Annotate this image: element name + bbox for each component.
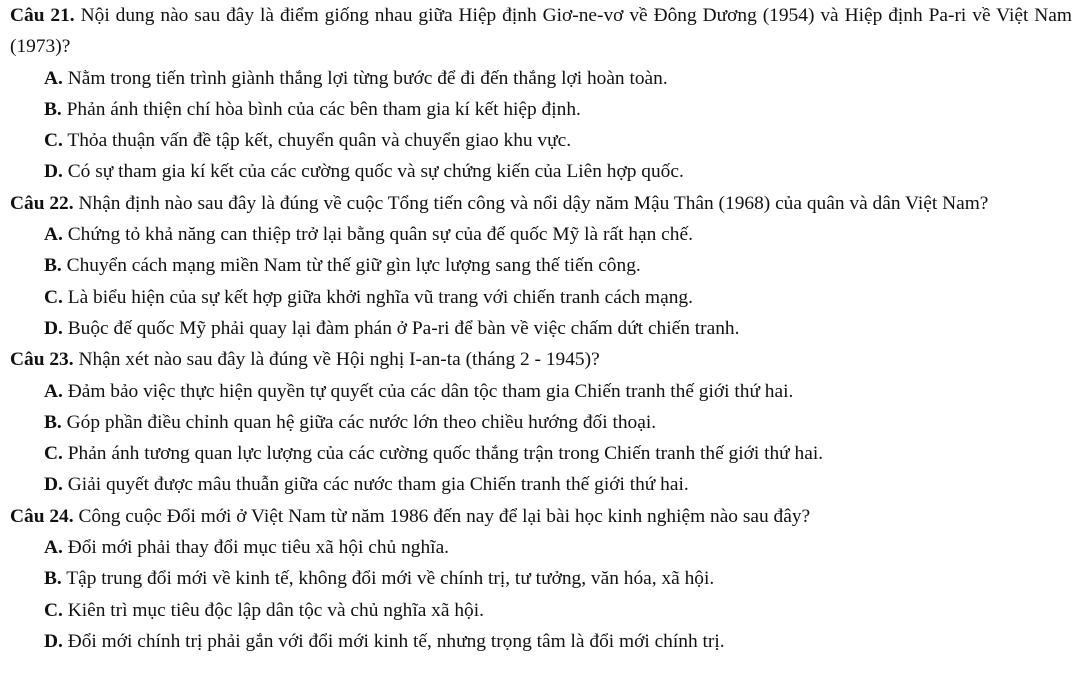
option-a: [10, 63, 1072, 94]
option-text: Thỏa thuận vấn đề tập kết, chuyển quân và chuyển giao khu vực.: [67, 130, 572, 152]
question-number: Câu 24.: [10, 505, 74, 527]
question-23: [10, 344, 1072, 500]
option-d: [10, 469, 1072, 500]
question-number: Câu 21.: [10, 5, 75, 26]
option-a: [10, 219, 1072, 250]
option-text: Đổi mới phải thay đổi mục tiêu xã hội chủ nghĩa.: [67, 537, 450, 559]
question-stem: [10, 0, 1072, 63]
option-text: Đảm bảo việc thực hiện quyền tự quyết của các dân tộc tham gia Chiến tranh thế giới thứ hai.: [67, 380, 794, 402]
question-text: Nhận xét nào sau đây là đúng về Hội nghị I-an-ta (tháng 2 - 1945)?: [78, 349, 600, 371]
option-text: Chuyển cách mạng miền Nam từ thế giữ gìn lực lượng sang thế tiến công.: [66, 255, 641, 277]
question-stem: [10, 501, 1072, 532]
option-d: [10, 626, 1072, 657]
question-24: [10, 501, 1072, 657]
option-d: [10, 313, 1072, 344]
option-letter: C.: [44, 443, 63, 465]
option-text: Tập trung đổi mới về kinh tế, không đổi mới về chính trị, tư tưởng, văn hóa, xã hội.: [66, 568, 715, 590]
option-letter: A.: [44, 537, 63, 559]
option-letter: B.: [44, 411, 62, 433]
option-c: [10, 438, 1072, 469]
option-a: [10, 532, 1072, 563]
option-letter: A.: [44, 67, 63, 89]
option-text: Là biểu hiện của sự kết hợp giữa khởi nghĩa vũ trang với chiến tranh cách mạng.: [67, 286, 693, 308]
option-letter: B.: [44, 98, 62, 120]
option-text: Có sự tham gia kí kết của các cường quốc và sự chứng kiến của Liên hợp quốc.: [67, 161, 684, 183]
option-text: Buộc đế quốc Mỹ phải quay lại đàm phán ở Pa-ri để bàn về việc chấm dứt chiến tranh.: [67, 317, 740, 339]
option-c: [10, 595, 1072, 626]
question-stem: [10, 188, 1072, 219]
option-d: [10, 156, 1072, 187]
question-text: Nhận định nào sau đây là đúng về cuộc Tổng tiến công và nổi dậy năm Mậu Thân (1968) của quân và dân Việt Nam?: [78, 192, 989, 214]
question-number: Câu 23.: [10, 349, 74, 371]
question-text: Công cuộc Đổi mới ở Việt Nam từ năm 1986 đến nay để lại bài học kinh nghiệm nào sau đây?: [78, 505, 811, 527]
option-text: Nằm trong tiến trình giành thắng lợi từng bước để đi đến thắng lợi hoàn toàn.: [67, 67, 668, 89]
option-letter: A.: [44, 224, 63, 246]
option-text: Phản ánh thiện chí hòa bình của các bên tham gia kí kết hiệp định.: [66, 98, 581, 120]
option-letter: B.: [44, 568, 62, 590]
question-text: Nội dung nào sau đây là điểm giống nhau giữa Hiệp định Giơ-ne-vơ về Đông Dương (1954) và Hiệp định Pa-ri về Việt Nam (1973)?: [10, 5, 1072, 58]
option-a: [10, 376, 1072, 407]
option-b: [10, 407, 1072, 438]
option-letter: D.: [44, 474, 63, 496]
option-text: Chứng tỏ khả năng can thiệp trở lại bằng quân sự của đế quốc Mỹ là rất hạn chế.: [67, 224, 693, 246]
option-letter: D.: [44, 630, 63, 652]
option-text: Góp phần điều chỉnh quan hệ giữa các nước lớn theo chiều hướng đối thoại.: [66, 411, 657, 433]
option-letter: A.: [44, 380, 63, 402]
option-b: [10, 94, 1072, 125]
option-letter: C.: [44, 286, 63, 308]
option-c: [10, 125, 1072, 156]
option-letter: D.: [44, 317, 63, 339]
question-number: Câu 22.: [10, 192, 74, 214]
question-21: [10, 0, 1072, 188]
option-letter: C.: [44, 130, 63, 152]
question-22: [10, 188, 1072, 344]
option-c: [10, 282, 1072, 313]
option-letter: D.: [44, 161, 63, 183]
option-text: Giải quyết được mâu thuẫn giữa các nước tham gia Chiến tranh thế giới thứ hai.: [67, 474, 689, 496]
option-text: Phản ánh tương quan lực lượng của các cường quốc thắng trận trong Chiến tranh thế giới thứ hai.: [67, 443, 824, 465]
question-stem: [10, 344, 1072, 375]
option-b: [10, 563, 1072, 594]
option-letter: B.: [44, 255, 62, 277]
option-b: [10, 250, 1072, 281]
option-letter: C.: [44, 599, 63, 621]
option-text: Kiên trì mục tiêu độc lập dân tộc và chủ nghĩa xã hội.: [67, 599, 484, 621]
option-text: Đổi mới chính trị phải gắn với đổi mới kinh tế, nhưng trọng tâm là đổi mới chính trị.: [67, 630, 725, 652]
